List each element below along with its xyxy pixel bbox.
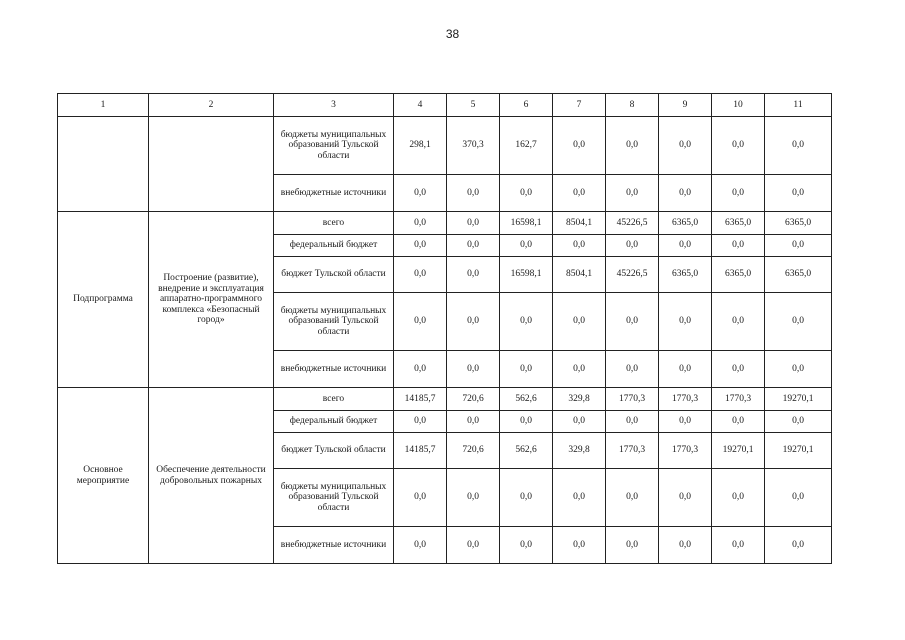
value-cell: 0,0	[659, 235, 712, 257]
value-cell: 0,0	[606, 351, 659, 388]
value-cell: 0,0	[765, 469, 832, 527]
value-cell: 0,0	[606, 175, 659, 212]
funding-source-cell: внебюджетные источники	[274, 175, 394, 212]
value-cell: 1770,3	[606, 388, 659, 411]
value-cell: 0,0	[712, 411, 765, 433]
value-cell: 0,0	[500, 175, 553, 212]
funding-source-cell: бюджет Тульской области	[274, 433, 394, 469]
value-cell: 0,0	[712, 117, 765, 175]
value-cell: 0,0	[659, 175, 712, 212]
value-cell: 0,0	[606, 411, 659, 433]
value-cell: 0,0	[553, 469, 606, 527]
value-cell: 0,0	[712, 469, 765, 527]
value-cell: 0,0	[500, 293, 553, 351]
value-cell: 298,1	[394, 117, 447, 175]
value-cell: 14185,7	[394, 388, 447, 411]
value-cell: 1770,3	[659, 388, 712, 411]
value-cell: 6365,0	[765, 257, 832, 293]
value-cell: 0,0	[394, 257, 447, 293]
funding-source-cell: внебюджетные источники	[274, 351, 394, 388]
value-cell: 162,7	[500, 117, 553, 175]
value-cell: 45226,5	[606, 212, 659, 235]
value-cell: 0,0	[606, 293, 659, 351]
value-cell: 0,0	[765, 293, 832, 351]
value-cell: 0,0	[394, 175, 447, 212]
value-cell: 0,0	[659, 411, 712, 433]
value-cell: 0,0	[394, 351, 447, 388]
header-row	[58, 94, 832, 117]
value-cell: 6365,0	[659, 257, 712, 293]
funding-table	[57, 93, 832, 564]
value-cell: 0,0	[447, 175, 500, 212]
value-cell: 0,0	[765, 411, 832, 433]
value-cell: 0,0	[447, 351, 500, 388]
value-cell: 6365,0	[765, 212, 832, 235]
column-header-2: 2	[149, 94, 274, 117]
value-cell: 0,0	[447, 235, 500, 257]
value-cell: 0,0	[553, 175, 606, 212]
value-cell: 14185,7	[394, 433, 447, 469]
value-cell: 0,0	[659, 469, 712, 527]
value-cell: 0,0	[500, 235, 553, 257]
value-cell: 0,0	[553, 527, 606, 564]
program-type-cell: Подпрограмма	[58, 212, 149, 388]
value-cell: 0,0	[659, 351, 712, 388]
funding-source-cell: всего	[274, 388, 394, 411]
value-cell: 0,0	[394, 293, 447, 351]
value-cell: 0,0	[765, 117, 832, 175]
value-cell: 0,0	[553, 235, 606, 257]
value-cell: 0,0	[606, 235, 659, 257]
funding-source-cell: всего	[274, 212, 394, 235]
value-cell: 0,0	[553, 293, 606, 351]
value-cell: 1770,3	[712, 388, 765, 411]
value-cell: 45226,5	[606, 257, 659, 293]
value-cell: 19270,1	[765, 433, 832, 469]
table-body	[58, 117, 832, 564]
value-cell: 0,0	[606, 117, 659, 175]
value-cell: 0,0	[447, 527, 500, 564]
value-cell: 0,0	[447, 293, 500, 351]
value-cell: 16598,1	[500, 257, 553, 293]
funding-source-cell: внебюджетные источники	[274, 527, 394, 564]
value-cell: 6365,0	[712, 212, 765, 235]
value-cell: 0,0	[712, 527, 765, 564]
column-header-5: 5	[447, 94, 500, 117]
program-type-cell	[58, 117, 149, 212]
value-cell: 0,0	[712, 293, 765, 351]
value-cell: 0,0	[394, 411, 447, 433]
funding-source-cell: бюджеты муниципальных образований Тульской области	[274, 293, 394, 351]
value-cell: 1770,3	[606, 433, 659, 469]
program-name-cell: Обеспечение деятельности добровольных пожарных	[149, 388, 274, 564]
column-header-3: 3	[274, 94, 394, 117]
value-cell: 0,0	[553, 351, 606, 388]
value-cell: 6365,0	[712, 257, 765, 293]
value-cell: 8504,1	[553, 257, 606, 293]
value-cell: 0,0	[447, 411, 500, 433]
program-name-cell: Построение (развитие), внедрение и эксплуатация аппаратно-программного комплекса «Безопасный город»	[149, 212, 274, 388]
table-row	[58, 212, 832, 235]
value-cell: 0,0	[553, 117, 606, 175]
column-header-9: 9	[659, 94, 712, 117]
funding-source-cell: бюджеты муниципальных образований Тульской области	[274, 117, 394, 175]
value-cell: 0,0	[500, 351, 553, 388]
value-cell: 329,8	[553, 433, 606, 469]
value-cell: 0,0	[606, 527, 659, 564]
value-cell: 0,0	[765, 527, 832, 564]
table-row	[58, 117, 832, 175]
column-header-11: 11	[765, 94, 832, 117]
value-cell: 0,0	[447, 469, 500, 527]
value-cell: 720,6	[447, 433, 500, 469]
value-cell: 0,0	[659, 527, 712, 564]
program-name-cell	[149, 117, 274, 212]
value-cell: 329,8	[553, 388, 606, 411]
value-cell: 0,0	[447, 212, 500, 235]
value-cell: 0,0	[500, 527, 553, 564]
value-cell: 562,6	[500, 388, 553, 411]
page-number: 38	[445, 27, 460, 41]
value-cell: 1770,3	[659, 433, 712, 469]
value-cell: 0,0	[394, 212, 447, 235]
funding-source-cell: федеральный бюджет	[274, 411, 394, 433]
value-cell: 8504,1	[553, 212, 606, 235]
funding-source-cell: бюджет Тульской области	[274, 257, 394, 293]
column-header-4: 4	[394, 94, 447, 117]
program-type-cell: Основное мероприятие	[58, 388, 149, 564]
value-cell: 16598,1	[500, 212, 553, 235]
value-cell: 0,0	[394, 527, 447, 564]
column-header-8: 8	[606, 94, 659, 117]
value-cell: 370,3	[447, 117, 500, 175]
value-cell: 0,0	[606, 469, 659, 527]
column-header-7: 7	[553, 94, 606, 117]
column-header-6: 6	[500, 94, 553, 117]
value-cell: 562,6	[500, 433, 553, 469]
value-cell: 0,0	[659, 117, 712, 175]
funding-source-cell: федеральный бюджет	[274, 235, 394, 257]
value-cell: 19270,1	[765, 388, 832, 411]
value-cell: 0,0	[765, 235, 832, 257]
value-cell: 19270,1	[712, 433, 765, 469]
value-cell: 6365,0	[659, 212, 712, 235]
value-cell: 0,0	[447, 257, 500, 293]
value-cell: 0,0	[712, 351, 765, 388]
value-cell: 0,0	[394, 235, 447, 257]
value-cell: 0,0	[712, 235, 765, 257]
value-cell: 0,0	[712, 175, 765, 212]
value-cell: 720,6	[447, 388, 500, 411]
value-cell: 0,0	[394, 469, 447, 527]
value-cell: 0,0	[659, 293, 712, 351]
funding-source-cell: бюджеты муниципальных образований Тульской области	[274, 469, 394, 527]
value-cell: 0,0	[500, 411, 553, 433]
value-cell: 0,0	[553, 411, 606, 433]
table-row	[58, 388, 832, 411]
column-header-10: 10	[712, 94, 765, 117]
value-cell: 0,0	[765, 175, 832, 212]
column-header-1: 1	[58, 94, 149, 117]
value-cell: 0,0	[765, 351, 832, 388]
value-cell: 0,0	[500, 469, 553, 527]
